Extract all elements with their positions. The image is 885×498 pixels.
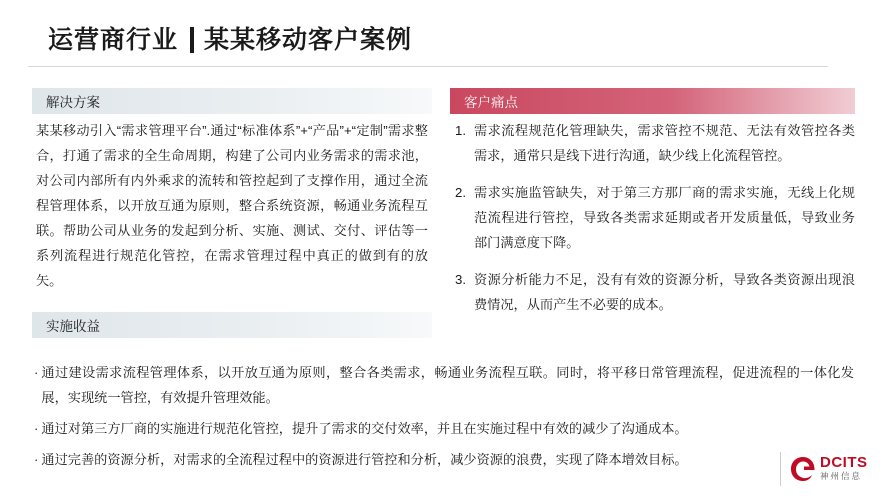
list-item	[34, 360, 854, 410]
pain-points-heading-label: 客户痛点	[464, 95, 518, 110]
pain-item-number: 3.	[455, 272, 466, 287]
bullet-icon: ·	[34, 421, 39, 436]
pain-item-number: 1.	[455, 123, 466, 138]
pain-item-text: 需求实施监管缺失，对于第三方那厂商的需求实施，无线上化规范流程进行管控，导致各类需求延期或者开发质量低，导致业务部门满意度下降。	[474, 185, 855, 250]
logo-en-label: DCITS	[820, 454, 868, 471]
bullet-icon: ·	[34, 452, 39, 467]
dcits-swirl-icon	[790, 456, 816, 482]
company-logo	[790, 455, 868, 482]
solution-heading-label: 解决方案	[46, 95, 100, 110]
pain-points-section-heading	[450, 88, 855, 114]
title-divider-bar	[190, 27, 194, 53]
list-item	[34, 416, 854, 441]
logo-text	[820, 455, 868, 482]
list-item	[455, 267, 855, 317]
logo-cn-label: 神州信息	[820, 471, 863, 481]
benefit-item-text: 通过完善的资源分析，对需求的全流程过程中的资源进行管控和分析，减少资源的浪费，实现了降本增效目标。	[41, 452, 688, 467]
benefits-section-heading	[32, 312, 432, 338]
pain-item-text: 需求流程规范化管理缺失，需求管控不规范、无法有效管控各类需求，通常只是线下进行沟通，缺少线上化流程管控。	[474, 123, 855, 163]
slide-header	[0, 0, 885, 68]
pain-points-list	[455, 118, 855, 329]
benefit-item-text: 通过建设需求流程管理体系，以开放互通为原则，整合各类需求，畅通业务流程互联。同时，将平移日常管理流程，促进流程的一体化发展，实现统一管控，有效提升管理效能。	[41, 365, 854, 405]
pain-item-number: 2.	[455, 185, 466, 200]
footer-divider	[780, 452, 781, 486]
header-divider	[28, 66, 828, 67]
page-title-sub: 某某移动客户案例	[204, 26, 413, 54]
list-item	[455, 180, 855, 255]
solution-section-heading	[32, 88, 432, 114]
list-item	[34, 447, 854, 472]
benefits-heading-label: 实施收益	[46, 319, 100, 334]
solution-body-text: 某某移动引入“需求管理平台”.通过“标准体系”+“产品”+“定制”需求整合，打通了需求的全生命周期，构建了公司内业务需求的需求池，对公司内部所有内外乘求的流转和管控起到了支撑作用，通过全流程管理体系，以开放互通为原则，整合系统资源，畅通业务流程互联。帮助公司从业务的发起到分析、实施、测试、交付、评估等一系列流程进行规范化管控，在需求管理过程中真正的做到有的放矢。	[36, 123, 428, 288]
pain-item-text: 资源分析能力不足，没有有效的资源分析，导致各类资源出现浪费情况，从而产生不必要的成本。	[474, 272, 855, 312]
list-item	[455, 118, 855, 168]
bullet-icon: ·	[34, 365, 39, 380]
benefits-list	[34, 360, 854, 478]
benefit-item-text: 通过对第三方厂商的实施进行规范化管控，提升了需求的交付效率，并且在实施过程中有效的减少了沟通成本。	[41, 421, 688, 436]
page-title	[48, 20, 412, 56]
page-title-main: 运营商行业	[48, 26, 179, 54]
